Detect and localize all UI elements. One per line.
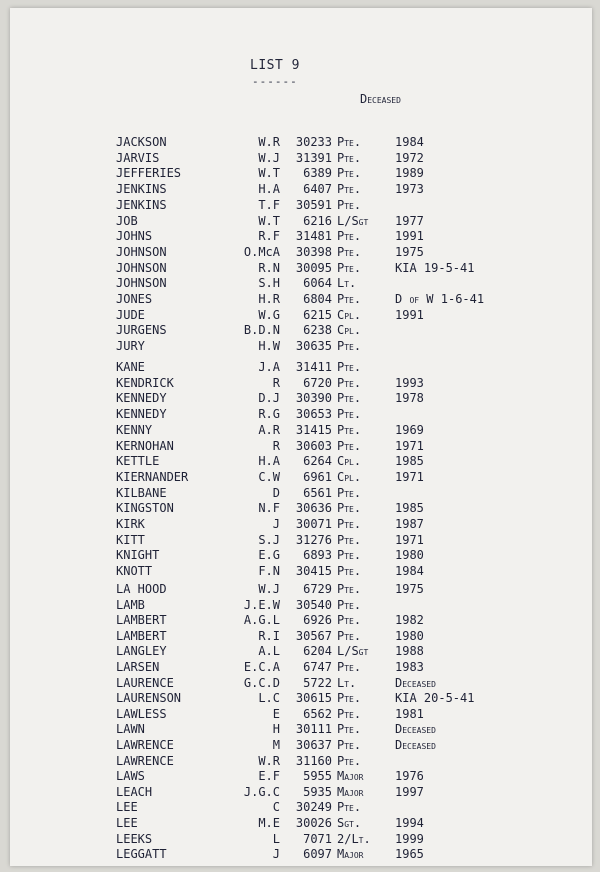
entry-initials: E.G — [258, 548, 280, 563]
entry-note: KIA 20-5-41 — [395, 691, 475, 706]
entry-initials: C.W — [258, 469, 280, 484]
entry-initials: F.N — [258, 564, 280, 579]
list-item — [10, 229, 592, 244]
list-item — [10, 245, 592, 260]
entry-rank: Pte. — [337, 517, 362, 531]
entry-number: 30071 — [295, 517, 332, 531]
entry-initials: J.E.W — [243, 597, 280, 612]
entry-rank: Pte. — [337, 501, 362, 516]
roll-entries — [10, 8, 592, 866]
entry-initials: J — [272, 847, 280, 862]
entry-initials: L.C — [258, 691, 280, 706]
entry-number: 30653 — [295, 407, 332, 422]
entry-number: 6562 — [303, 706, 332, 721]
entry-number: 6407 — [303, 182, 332, 197]
list-item — [10, 166, 592, 181]
entry-surname: LAWN — [116, 722, 145, 737]
entry-initials: N.F — [258, 501, 280, 516]
entry-rank: Pte. — [337, 613, 362, 628]
entry-initials: R.I — [258, 628, 280, 643]
entry-surname: KANE — [116, 360, 145, 374]
entry-rank: Pte. — [337, 182, 362, 197]
entry-number: 30415 — [295, 564, 332, 579]
entry-number: 31481 — [295, 229, 332, 244]
entry-surname: KETTLE — [116, 454, 160, 469]
entry-rank: L/Sgt — [337, 644, 369, 659]
entry-number: 6238 — [303, 323, 332, 338]
entry-rank: L/Sgt — [337, 213, 369, 228]
entry-number: 6893 — [303, 548, 332, 563]
entry-number: 6204 — [303, 644, 332, 659]
entry-surname: JEFFERIES — [116, 166, 182, 181]
list-item — [10, 323, 592, 338]
list-item — [10, 722, 592, 737]
entry-note: D of W 1-6-41 — [395, 292, 485, 306]
entry-surname: JOHNS — [116, 229, 153, 244]
entry-surname: JACKSON — [116, 135, 167, 149]
entry-initials: C — [272, 800, 280, 815]
entry-rank: Pte. — [337, 660, 362, 674]
entry-rank: Pte. — [337, 485, 362, 500]
entry-note: 1975 — [395, 244, 424, 259]
list-item — [10, 517, 592, 532]
entry-initials: D.J — [258, 391, 280, 406]
entry-number: 30635 — [295, 339, 332, 354]
entry-initials: S.J — [258, 532, 280, 547]
entry-rank: Pte. — [337, 800, 362, 815]
entry-surname: KIRK — [116, 517, 145, 531]
list-item — [10, 135, 592, 150]
entry-surname: JOHNSON — [116, 244, 167, 259]
entry-surname: KENNY — [116, 422, 153, 437]
entry-initials: W.G — [258, 307, 280, 322]
entry-note: 1972 — [395, 150, 424, 165]
list-item — [10, 407, 592, 422]
entry-note: 1976 — [395, 769, 424, 784]
entry-initials: R.N — [258, 260, 280, 275]
entry-rank: Cpl. — [337, 323, 362, 338]
entry-rank: Pte. — [337, 150, 362, 165]
entry-number: 6561 — [303, 485, 332, 500]
list-item — [10, 308, 592, 323]
entry-rank: Major — [337, 784, 364, 799]
entry-surname: JURY — [116, 339, 145, 354]
entry-number: 31391 — [295, 150, 332, 165]
entry-rank: Pte. — [337, 738, 362, 752]
list-item — [10, 533, 592, 548]
entry-initials: B.D.N — [243, 323, 280, 338]
entry-rank: Pte. — [337, 722, 362, 737]
entry-number: 30111 — [295, 722, 332, 737]
entry-note: 1989 — [395, 166, 424, 181]
list-item — [10, 151, 592, 166]
list-item — [10, 832, 592, 847]
entry-surname: KENNEDY — [116, 407, 167, 422]
entry-surname: LEGGATT — [116, 847, 167, 862]
entry-surname: KILBANE — [116, 485, 167, 500]
entry-rank: Pte. — [337, 375, 362, 390]
list-item — [10, 629, 592, 644]
entry-initials: W.R — [258, 135, 280, 149]
list-item — [10, 439, 592, 454]
entry-note: 1977 — [395, 213, 424, 228]
entry-rank: Lt. — [337, 675, 357, 690]
list-item — [10, 738, 592, 753]
entry-number: 30540 — [295, 597, 332, 612]
entry-surname: KENNEDY — [116, 391, 167, 406]
entry-number: 6804 — [303, 292, 332, 306]
entry-rank: Major — [337, 769, 364, 784]
entry-number: 31411 — [295, 360, 332, 374]
list-item — [10, 276, 592, 291]
entry-rank: Pte. — [337, 339, 362, 354]
entry-initials: S.H — [258, 276, 280, 291]
entry-surname: LAMBERT — [116, 628, 167, 643]
entry-note: 1971 — [395, 438, 424, 453]
entry-initials: E.F — [258, 769, 280, 784]
entry-note: 1978 — [395, 391, 424, 406]
entry-initials: L — [272, 831, 280, 846]
entry-rank: Pte. — [337, 197, 362, 212]
list-item — [10, 707, 592, 722]
entry-initials: W.J — [258, 150, 280, 165]
entry-rank: Pte. — [337, 407, 362, 422]
entry-note: 1985 — [395, 501, 424, 516]
entry-note: 1991 — [395, 307, 424, 322]
entry-initials: A.L — [258, 644, 280, 659]
entry-surname: LAWLESS — [116, 706, 167, 721]
status-column-heading: Deceased — [360, 92, 401, 106]
entry-surname: LEE — [116, 816, 138, 830]
entry-number: 30390 — [295, 391, 332, 406]
entry-surname: LAWRENCE — [116, 753, 174, 768]
entry-note: 1991 — [395, 229, 424, 244]
entry-number: 5955 — [303, 769, 332, 784]
entry-note: 1969 — [395, 422, 424, 437]
entry-rank: Cpl. — [337, 454, 362, 469]
list-item — [10, 816, 592, 831]
entry-surname: KNIGHT — [116, 548, 160, 563]
entry-initials: A.R — [258, 422, 280, 437]
entry-rank: Major — [337, 847, 364, 862]
entry-initials: W.J — [258, 582, 280, 596]
page-title: LIST 9 — [250, 58, 300, 73]
entry-note: 1973 — [395, 182, 424, 197]
list-item — [10, 598, 592, 613]
entry-number: 6961 — [303, 469, 332, 484]
entry-initials: R.G — [258, 407, 280, 422]
entry-surname: JENKINS — [116, 182, 167, 197]
entry-rank: Pte. — [337, 753, 362, 768]
entry-initials: R — [272, 375, 280, 390]
entry-surname: JENKINS — [116, 197, 167, 212]
entry-note: 1985 — [395, 454, 424, 469]
entry-surname: LAURENCE — [116, 675, 174, 690]
entry-number: 30567 — [295, 628, 332, 643]
entry-note: 1984 — [395, 135, 424, 149]
entry-number: 6747 — [303, 660, 332, 674]
entry-rank: Pte. — [337, 532, 362, 547]
entry-note: 1981 — [395, 706, 424, 721]
entry-rank: Pte. — [337, 597, 362, 612]
entry-surname: KINGSTON — [116, 501, 174, 516]
entry-rank: Pte. — [337, 438, 362, 453]
entry-rank: Cpl. — [337, 469, 362, 484]
entry-surname: LAMB — [116, 597, 145, 612]
list-item — [10, 613, 592, 628]
entry-number: 30591 — [295, 197, 332, 212]
entry-initials: W.T — [258, 213, 280, 228]
list-item — [10, 564, 592, 579]
list-item — [10, 486, 592, 501]
entry-initials: A.G.L — [243, 613, 280, 628]
entry-initials: G.C.D — [243, 675, 280, 690]
entry-rank: Pte. — [337, 244, 362, 259]
entry-number: 30636 — [295, 501, 332, 516]
list-item — [10, 785, 592, 800]
entry-number: 30637 — [295, 738, 332, 752]
entry-rank: Pte. — [337, 360, 362, 374]
entry-surname: LEACH — [116, 784, 153, 799]
entry-note: 1988 — [395, 644, 424, 659]
list-item — [10, 182, 592, 197]
entry-initials: M — [272, 738, 280, 752]
list-item — [10, 691, 592, 706]
entry-initials: E — [272, 706, 280, 721]
entry-surname: LAMBERT — [116, 613, 167, 628]
entry-note: 1993 — [395, 375, 424, 390]
entry-surname: JOHNSON — [116, 276, 167, 291]
entry-note: Deceased — [395, 675, 436, 690]
document-page — [10, 8, 592, 866]
entry-number: 31276 — [295, 532, 332, 547]
entry-number: 6097 — [303, 847, 332, 862]
entry-initials: H.A — [258, 182, 280, 197]
list-item — [10, 660, 592, 675]
entry-note: 1980 — [395, 628, 424, 643]
entry-note: 1971 — [395, 469, 424, 484]
entry-number: 5935 — [303, 784, 332, 799]
entry-rank: Pte. — [337, 706, 362, 721]
entry-surname: JARVIS — [116, 150, 160, 165]
list-item — [10, 582, 592, 597]
list-item — [10, 261, 592, 276]
entry-initials: E.C.A — [243, 660, 280, 674]
list-item — [10, 391, 592, 406]
entry-rank: Pte. — [337, 582, 362, 596]
entry-surname: JOHNSON — [116, 260, 167, 275]
entry-rank: Pte. — [337, 229, 362, 244]
entry-initials: D — [272, 485, 280, 500]
entry-surname: LAWRENCE — [116, 738, 174, 752]
entry-surname: LEE — [116, 800, 138, 815]
list-item — [10, 214, 592, 229]
entry-rank: Pte. — [337, 292, 362, 306]
title-underline: ------ — [252, 75, 298, 88]
entry-number: 30603 — [295, 438, 332, 453]
entry-surname: LEEKS — [116, 831, 153, 846]
list-item — [10, 769, 592, 784]
entry-initials: R.F — [258, 229, 280, 244]
entry-surname: JONES — [116, 292, 153, 306]
entry-number: 5722 — [303, 675, 332, 690]
entry-number: 6215 — [303, 307, 332, 322]
entry-number: 7071 — [303, 831, 332, 846]
entry-number: 31160 — [295, 753, 332, 768]
entry-number: 30026 — [295, 816, 332, 830]
entry-rank: Lt. — [337, 276, 357, 291]
entry-number: 30249 — [295, 800, 332, 815]
entry-number: 6389 — [303, 166, 332, 181]
entry-number: 31415 — [295, 422, 332, 437]
entry-note: 1980 — [395, 548, 424, 563]
entry-rank: Sgt. — [337, 816, 362, 830]
entry-surname: LANGLEY — [116, 644, 167, 659]
entry-initials: O.McA — [243, 244, 280, 259]
entry-initials: H — [272, 722, 280, 737]
list-item — [10, 501, 592, 516]
entry-note: Deceased — [395, 722, 436, 737]
entry-surname: KNOTT — [116, 564, 153, 579]
entry-initials: T.F — [258, 197, 280, 212]
list-item — [10, 800, 592, 815]
entry-initials: J.A — [258, 360, 280, 374]
entry-note: Deceased — [395, 738, 436, 752]
entry-rank: Pte. — [337, 391, 362, 406]
entry-surname: JUDE — [116, 307, 145, 322]
entry-note: 1997 — [395, 784, 424, 799]
entry-number: 30615 — [295, 691, 332, 706]
entry-surname: KITT — [116, 532, 145, 547]
list-item — [10, 339, 592, 354]
entry-rank: Pte. — [337, 135, 362, 149]
entry-number: 6720 — [303, 375, 332, 390]
entry-note: 1971 — [395, 532, 424, 547]
entry-surname: JURGENS — [116, 323, 167, 338]
list-item — [10, 676, 592, 691]
entry-note: 1984 — [395, 564, 424, 579]
entry-initials: M.E — [258, 816, 280, 830]
entry-number: 30398 — [295, 244, 332, 259]
entry-rank: Pte. — [337, 691, 362, 706]
entry-initials: H.W — [258, 339, 280, 354]
entry-note: 1982 — [395, 613, 424, 628]
entry-surname: KENDRICK — [116, 375, 174, 390]
entry-surname: LARSEN — [116, 660, 160, 674]
entry-rank: Pte. — [337, 548, 362, 563]
entry-number: 6264 — [303, 454, 332, 469]
list-item — [10, 376, 592, 391]
list-item — [10, 470, 592, 485]
entry-initials: J — [272, 517, 280, 531]
entry-note: 1975 — [395, 582, 424, 596]
list-item — [10, 198, 592, 213]
entry-initials: H.R — [258, 292, 280, 306]
entry-surname: LAURENSON — [116, 691, 182, 706]
entry-surname: KIERNANDER — [116, 469, 189, 484]
entry-number: 30233 — [295, 135, 332, 149]
entry-rank: Cpl. — [337, 307, 362, 322]
list-item — [10, 454, 592, 469]
entry-note: 1999 — [395, 831, 424, 846]
entry-surname: KERNOHAN — [116, 438, 174, 453]
list-item — [10, 292, 592, 307]
entry-surname: LAWS — [116, 769, 145, 784]
entry-surname: LA HOOD — [116, 582, 167, 596]
entry-initials: R — [272, 438, 280, 453]
entry-rank: Pte. — [337, 166, 362, 181]
list-item — [10, 644, 592, 659]
entry-initials: W.T — [258, 166, 280, 181]
list-item — [10, 847, 592, 862]
list-item — [10, 548, 592, 563]
entry-rank: 2/Lt. — [337, 831, 371, 846]
entry-number: 6926 — [303, 613, 332, 628]
entry-number: 6064 — [303, 276, 332, 291]
list-item — [10, 754, 592, 769]
entry-note: 1987 — [395, 517, 424, 531]
entry-initials: J.G.C — [243, 784, 280, 799]
list-item — [10, 423, 592, 438]
entry-note: 1983 — [395, 660, 424, 674]
entry-note: 1965 — [395, 847, 424, 862]
entry-surname: JOB — [116, 213, 138, 228]
entry-number: 6729 — [303, 582, 332, 596]
entry-rank: Pte. — [337, 564, 362, 579]
entry-number: 30095 — [295, 260, 332, 275]
entry-rank: Pte. — [337, 260, 362, 275]
entry-initials: W.R — [258, 753, 280, 768]
list-item — [10, 360, 592, 375]
entry-rank: Pte. — [337, 422, 362, 437]
entry-initials: H.A — [258, 454, 280, 469]
entry-note: 1994 — [395, 816, 424, 830]
entry-number: 6216 — [303, 213, 332, 228]
entry-note: KIA 19-5-41 — [395, 260, 475, 275]
entry-rank: Pte. — [337, 628, 362, 643]
